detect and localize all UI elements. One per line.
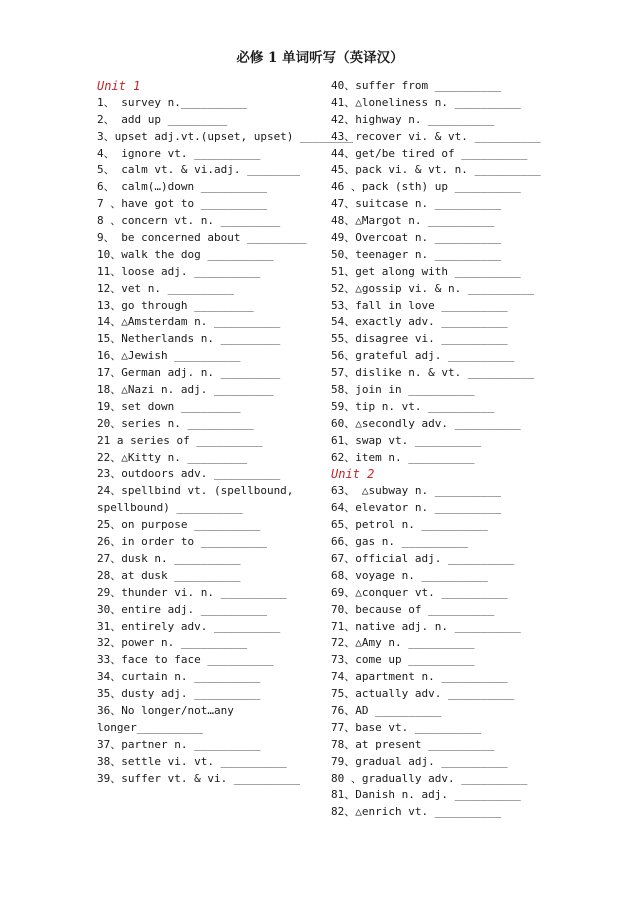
vocab-item: 45、pack vi. & vt. n. __________	[331, 163, 541, 177]
vocab-item: 22、△Kitty n. _________	[97, 450, 248, 464]
vocab-item: 56、grateful adj. __________	[331, 349, 515, 363]
vocab-item: 41、△loneliness n. __________	[331, 95, 521, 109]
page-title: 必修 1 单词听写（英译汉）	[236, 50, 404, 66]
vocab-item: 50、teenager n. __________	[331, 247, 501, 261]
vocab-item: 43、recover vi. & vt. __________	[331, 129, 541, 143]
vocab-item: 58、join in __________	[331, 383, 475, 397]
vocab-item: 75、actually adv. __________	[331, 687, 515, 701]
vocab-item: 35、dusty adj. __________	[97, 687, 261, 701]
vocab-item: 52、△gossip vi. & n. __________	[331, 281, 535, 295]
right-column	[331, 78, 561, 821]
vocab-item: 19、set down _________	[97, 399, 241, 413]
vocab-item: 74、apartment n. __________	[331, 670, 508, 684]
vocab-item: 9、 be concerned about _________	[97, 231, 307, 245]
vocab-item: 10、walk the dog __________	[97, 247, 274, 261]
vocab-item: 12、vet n. __________	[97, 281, 234, 295]
vocab-item: 47、suitcase n. __________	[331, 197, 501, 211]
vocab-item: 69、△conquer vt. __________	[331, 585, 508, 599]
vocab-item: 6、 calm(…)down __________	[97, 180, 267, 194]
vocab-item: 27、dusk n. __________	[97, 551, 241, 565]
vocab-item: 65、petrol n. __________	[331, 518, 488, 532]
vocab-item: 76、AD __________	[331, 703, 442, 717]
vocab-item: 38、settle vi. vt. __________	[97, 754, 287, 768]
vocab-item: 67、official adj. __________	[331, 551, 515, 565]
vocab-item: 60、△secondly adv. __________	[331, 416, 521, 430]
vocab-item: 61、swap vt. __________	[331, 433, 482, 447]
vocab-item: 32、power n. __________	[97, 636, 248, 650]
vocab-item: 68、voyage n. __________	[331, 568, 488, 582]
vocab-item: 33、face to face __________	[97, 653, 274, 667]
vocab-item: 78、at present __________	[331, 737, 495, 751]
vocab-item: 77、base vt. __________	[331, 720, 482, 734]
vocab-item: 81、Danish n. adj. __________	[331, 788, 521, 802]
unit-heading: Unit 2	[331, 467, 375, 482]
vocab-item: 25、on purpose __________	[97, 518, 261, 532]
vocab-item: 71、native adj. n. __________	[331, 619, 521, 633]
vocab-item: 73、come up __________	[331, 653, 475, 667]
vocab-item: 59、tip n. vt. __________	[331, 399, 495, 413]
vocab-item: 17、German adj. n. _________	[97, 366, 281, 380]
vocab-item: 1、 survey n.__________	[97, 95, 248, 109]
vocab-item: 46 、pack (sth) up __________	[331, 180, 521, 194]
vocab-item: 44、get/be tired of __________	[331, 146, 528, 160]
vocab-item: 34、curtain n. __________	[97, 670, 261, 684]
vocab-item: 64、elevator n. __________	[331, 501, 501, 515]
vocab-item: 11、loose adj. __________	[97, 264, 261, 278]
vocab-item: 7 、have got to __________	[97, 197, 267, 211]
vocab-item: 24、spellbind vt. (spellbound, spellbound) __________	[97, 484, 294, 515]
vocab-item: 5、 calm vt. & vi.adj. ________	[97, 163, 301, 177]
vocab-item: 37、partner n. __________	[97, 737, 261, 751]
vocab-item: 48、△Margot n. __________	[331, 214, 495, 228]
vocab-item: 15、Netherlands n. _________	[97, 332, 281, 346]
vocab-item: 55、disagree vi. __________	[331, 332, 508, 346]
vocab-item: 3、upset adj.vt.(upset, upset) ________	[97, 129, 354, 143]
vocab-item: 63、 △subway n. __________	[331, 484, 501, 498]
vocab-item: 30、entire adj. __________	[97, 602, 267, 616]
vocab-item: 79、gradual adj. __________	[331, 754, 508, 768]
vocab-item: 62、item n. __________	[331, 450, 475, 464]
vocab-item: 28、at dusk __________	[97, 568, 241, 582]
vocab-item: 49、Overcoat n. __________	[331, 231, 501, 245]
vocab-item: 51、get along with __________	[331, 264, 521, 278]
vocab-item: 14、△Amsterdam n. __________	[97, 315, 281, 329]
vocab-item: 13、go through _________	[97, 298, 254, 312]
vocab-item: 26、in order to __________	[97, 535, 267, 549]
vocab-item: 29、thunder vi. n. __________	[97, 585, 287, 599]
vocab-item: 20、series n. __________	[97, 416, 254, 430]
vocab-item: 39、suffer vt. & vi. __________	[97, 771, 301, 785]
vocab-item: 57、dislike n. & vt. __________	[331, 366, 535, 380]
vocab-item: 21 a series of __________	[97, 433, 263, 447]
vocab-item: 72、△Amy n. __________	[331, 636, 475, 650]
vocab-item: 82、△enrich vt. __________	[331, 805, 501, 819]
vocab-item: 18、△Nazi n. adj. _________	[97, 383, 274, 397]
vocab-item: 2、 add up _________	[97, 112, 228, 126]
vocab-item: 70、because of __________	[331, 602, 495, 616]
vocab-item: 4、 ignore vt. __________	[97, 146, 261, 160]
vocab-item: 31、entirely adv. __________	[97, 619, 281, 633]
vocab-item: 8 、concern vt. n. _________	[97, 214, 281, 228]
vocab-item: 16、△Jewish __________	[97, 349, 241, 363]
vocab-item: 40、suffer from __________	[331, 79, 501, 92]
unit-heading: Unit 1	[97, 79, 141, 93]
vocab-item: 36、No longer/not…any longer__________	[97, 703, 234, 734]
vocab-item: 80 、gradually adv. __________	[331, 771, 528, 785]
vocab-item: 54、exactly adv. __________	[331, 315, 508, 329]
vocab-item: 66、gas n. __________	[331, 535, 468, 549]
vocab-item: 42、highway n. __________	[331, 112, 495, 126]
vocab-item: 23、outdoors adv. __________	[97, 467, 281, 481]
vocab-item: 53、fall in love __________	[331, 298, 508, 312]
